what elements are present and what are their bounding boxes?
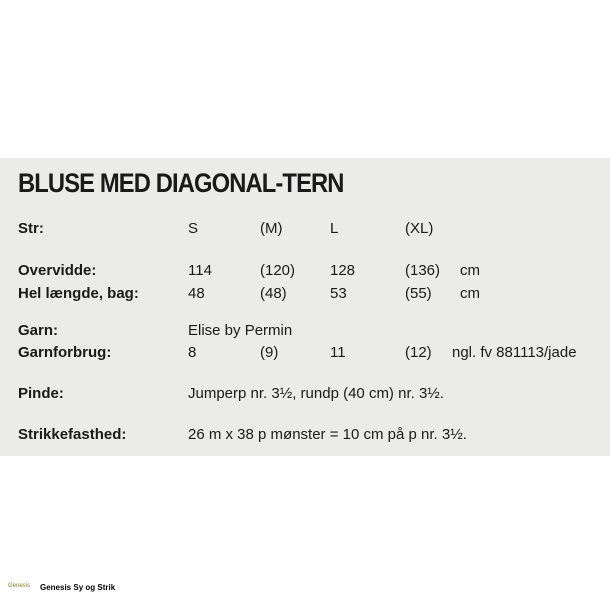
size-value: (55) bbox=[405, 285, 432, 302]
pattern-title: BLUSE MED DIAGONAL-TERN bbox=[18, 168, 344, 198]
unit-label: cm bbox=[460, 262, 480, 279]
size-value: (12) bbox=[405, 344, 432, 361]
shop-name: Genesis Sy og Strik bbox=[40, 583, 116, 592]
size-value: (120) bbox=[260, 262, 296, 279]
size-value: (136) bbox=[405, 262, 441, 279]
size-value: 11 bbox=[330, 344, 346, 361]
size-value: L bbox=[330, 220, 339, 237]
size-value: 114 bbox=[188, 262, 212, 279]
row-text: Jumperp nr. 3½, rundp (40 cm) nr. 3½. bbox=[188, 385, 444, 402]
size-value: (M) bbox=[260, 220, 283, 237]
size-value: 53 bbox=[330, 285, 347, 302]
row-label: Garnforbrug: bbox=[18, 344, 112, 361]
size-value: (48) bbox=[260, 285, 287, 302]
row-label: Str: bbox=[18, 220, 44, 237]
unit-label: cm bbox=[460, 285, 480, 302]
row-label: Pinde: bbox=[18, 385, 64, 402]
row-label: Strikkefasthed: bbox=[18, 426, 127, 443]
pattern-info-panel bbox=[0, 158, 610, 456]
row-text: 26 m x 38 p mønster = 10 cm på p nr. 3½. bbox=[188, 426, 467, 443]
row-label: Overvidde: bbox=[18, 262, 97, 279]
size-value: 48 bbox=[188, 285, 205, 302]
size-value: S bbox=[188, 220, 199, 237]
size-value: (XL) bbox=[405, 220, 434, 237]
size-value: (9) bbox=[260, 344, 279, 361]
unit-label: ngl. fv 881113/jade bbox=[452, 344, 577, 361]
row-label: Garn: bbox=[18, 322, 59, 339]
genesis-logo: Genesis bbox=[8, 583, 31, 589]
size-value: 128 bbox=[330, 262, 356, 279]
row-text: Elise by Permin bbox=[188, 322, 293, 339]
row-label: Hel længde, bag: bbox=[18, 285, 139, 302]
size-value: 8 bbox=[188, 344, 197, 361]
